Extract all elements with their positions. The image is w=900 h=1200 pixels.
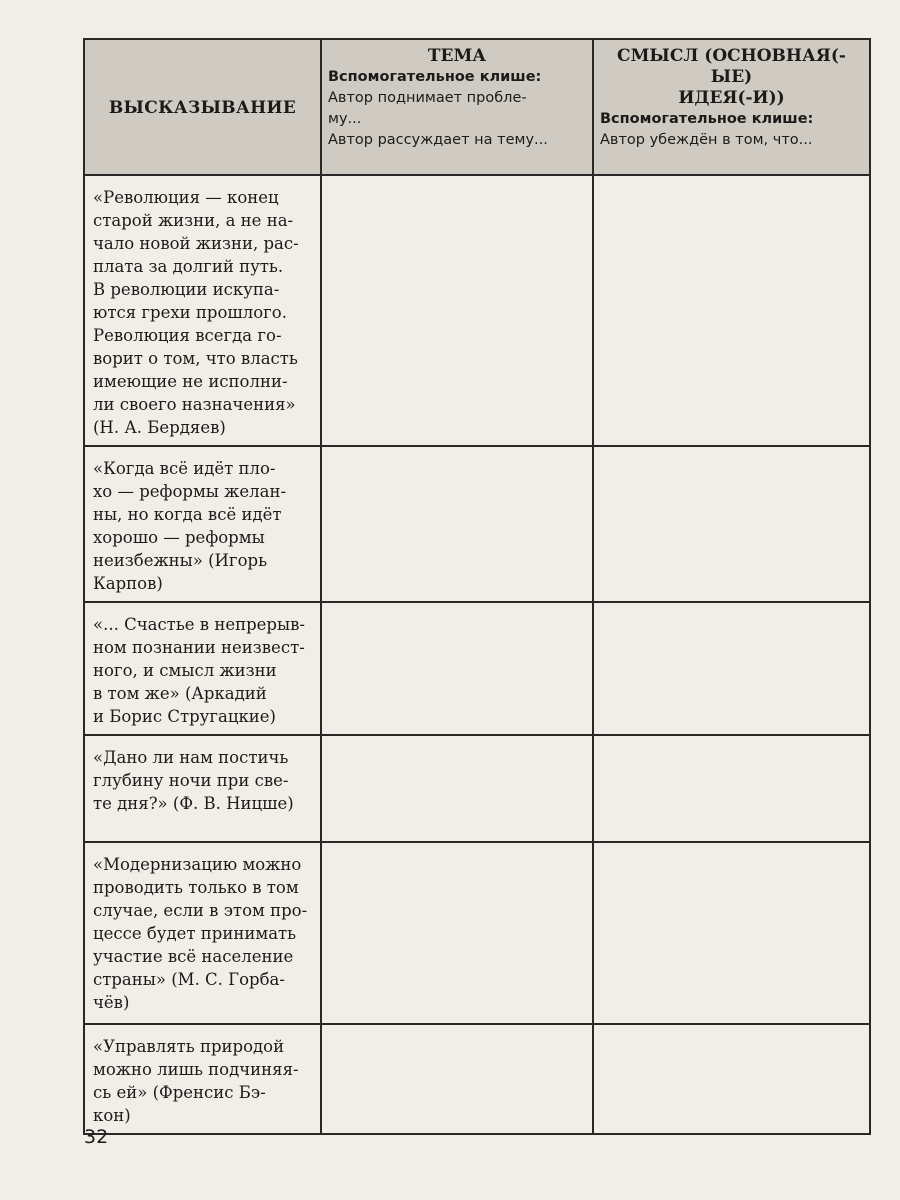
header-statement (84, 39, 321, 175)
header-theme-text: Автор поднимает пробле- му... Автор рассуждает на тему... (328, 90, 548, 148)
header-meaning-text: Автор убеждён в том, что... (600, 132, 813, 148)
header-theme-subtitle: Вспомогательное клише: (328, 69, 542, 85)
meaning-answer-cell[interactable] (593, 175, 870, 446)
header-statement-title: ВЫСКАЗЫВАНИЕ (108, 98, 297, 118)
quote-text: «Когда всё идёт пло- хо — реформы желан- ны, но когда всё идёт хорошо — реформы неизбежны» (Игорь Карпов) (93, 459, 287, 593)
meaning-answer-cell[interactable] (593, 842, 870, 1024)
quote-text: «Модернизацию можно проводить только в том случае, если в этом про- цессе будет принимать участие всё население страны» (М. С. Горба- чёв) (93, 855, 308, 1012)
page-number: 32 (84, 1126, 109, 1148)
quote-cell (84, 842, 321, 1024)
table-header-row (84, 39, 870, 175)
quote-cell (84, 175, 321, 446)
header-theme-title: ТЕМА (427, 46, 487, 66)
quote-text: «Дано ли нам постичь глубину ночи при све- те дня?» (Ф. В. Ницше) (93, 748, 294, 813)
meaning-answer-cell[interactable] (593, 602, 870, 735)
header-meaning-title: СМЫСЛ (ОСНОВНАЯ(-ЫЕ) ИДЕЯ(-И)) (617, 46, 846, 108)
quote-text: «... Счастье в непрерыв- ном познании неизвест- ного, и смысл жизни в том же» (Аркадий и Борис Стругацкие) (93, 615, 305, 726)
theme-answer-cell[interactable] (321, 842, 593, 1024)
quote-cell (84, 446, 321, 602)
meaning-answer-cell[interactable] (593, 1024, 870, 1134)
table-row (84, 446, 870, 602)
table-row (84, 842, 870, 1024)
header-theme (321, 39, 593, 175)
header-meaning (593, 39, 870, 175)
meaning-answer-cell[interactable] (593, 735, 870, 842)
table-row (84, 1024, 870, 1134)
quote-analysis-table (83, 38, 871, 1135)
header-meaning-subtitle: Вспомогательное клише: (600, 111, 814, 127)
quote-cell (84, 602, 321, 735)
theme-answer-cell[interactable] (321, 602, 593, 735)
table-row (84, 735, 870, 842)
quote-text: «Революция — конец старой жизни, а не на- чало новой жизни, рас- плата за долгий путь. В революции искупа- ются грехи прошлого. Революция всегда го- ворит о том, что власть имеющие не исполни- ли своего назначения» (Н. А. Бердяев) (93, 188, 299, 437)
quote-cell (84, 735, 321, 842)
theme-answer-cell[interactable] (321, 735, 593, 842)
meaning-answer-cell[interactable] (593, 446, 870, 602)
quote-text: «Управлять природой можно лишь подчиняя- сь ей» (Френсис Бэ- кон) (93, 1037, 299, 1125)
quote-cell (84, 1024, 321, 1134)
theme-answer-cell[interactable] (321, 1024, 593, 1134)
theme-answer-cell[interactable] (321, 446, 593, 602)
table-row (84, 175, 870, 446)
theme-answer-cell[interactable] (321, 175, 593, 446)
table-row (84, 602, 870, 735)
